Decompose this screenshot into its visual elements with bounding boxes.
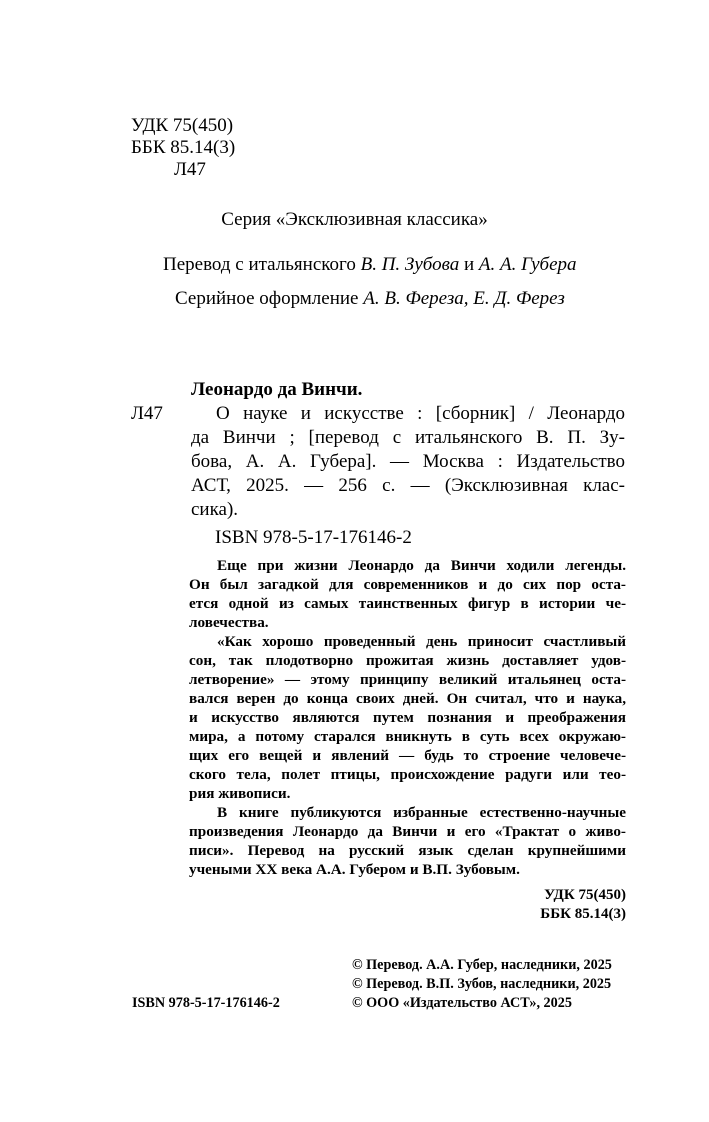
translator-1: В. П. Зубова — [360, 254, 460, 275]
annotation-line: и искусство являются путем познания и преображения — [189, 709, 626, 726]
annotation — [189, 556, 626, 879]
translation-prefix: Перевод с итальянского — [163, 254, 361, 275]
call-number: Л47 — [131, 403, 163, 424]
annotation-line: летворение» — этому принципу великий итальянец оста- — [189, 671, 626, 688]
udk-bbk-small — [540, 886, 626, 924]
annotation-line: произведения Леонардо да Винчи и его «Трактат о живо- — [189, 823, 626, 840]
udk-code: УДК 75(450) — [131, 115, 234, 136]
author-heading: Леонардо да Винчи. — [191, 379, 363, 400]
bbk-small: ББК 85.14(3) — [540, 906, 626, 922]
annotation-line: рия живописи. — [189, 785, 291, 802]
biblio-line: АСТ, 2025. — 256 с. — (Эксклюзивная клас- — [191, 475, 625, 496]
copyright-line: © ООО «Издательство АСТ», 2025 — [352, 995, 572, 1011]
annotation-line: Еще при жизни Леонардо да Винчи ходили легенды. — [217, 557, 626, 574]
annotation-line: «Как хорошо проведенный день приносит счастливый — [217, 633, 626, 650]
designers: А. В. Фереза, Е. Д. Ферез — [363, 288, 565, 309]
annotation-line: щих его вещей и явлений — будь то строение человече- — [189, 747, 626, 764]
udk-small: УДК 75(450) — [544, 887, 626, 903]
isbn-main: ISBN 978-5-17-176146-2 — [215, 527, 412, 548]
annotation-line: ется одной из самых таинственных фигур в истории че- — [189, 595, 626, 612]
copyright-line: © Перевод. В.П. Зубов, наследники, 2025 — [352, 976, 612, 992]
copyright-line: © Перевод. А.А. Губер, наследники, 2025 — [352, 957, 612, 973]
annotation-line: сон, так плодотворно прожитая жизнь доставляет удов- — [189, 652, 626, 669]
annotation-line: ловечества. — [189, 614, 269, 631]
translation-conj: и — [459, 254, 479, 275]
bibliographic-description — [191, 402, 625, 522]
design-credit — [175, 287, 565, 311]
annotation-line: Он был загадкой для современников и до сих пор оста- — [189, 576, 626, 593]
series-title: Серия «Эксклюзивная классика» — [221, 209, 488, 230]
classification-codes — [131, 115, 235, 181]
isbn-bottom: ISBN 978-5-17-176146-2 — [132, 995, 280, 1011]
copyright-block — [352, 956, 612, 1013]
biblio-line: О науке и искусстве : [сборник] / Леонардо — [216, 403, 625, 424]
annotation-line: мира, а потому старался вникнуть в суть всех окружаю- — [189, 728, 626, 745]
biblio-line: сика). — [191, 499, 239, 520]
bbk-code: ББК 85.14(3) — [131, 137, 236, 158]
biblio-line: бова, А. А. Губера]. — Москва : Издательство — [191, 451, 625, 472]
annotation-line: вался верен до конца своих дней. Он считал, что и наука, — [189, 690, 626, 707]
biblio-line: да Винчи ; [перевод с итальянского В. П. Зу- — [191, 427, 625, 448]
design-prefix: Серийное оформление — [175, 288, 364, 309]
annotation-line: ского тела, полет птицы, происхождение радуги или тео- — [189, 766, 626, 783]
translation-credit — [163, 253, 577, 277]
author-mark: Л47 — [174, 159, 206, 180]
translator-2: А. А. Губера — [478, 254, 577, 275]
annotation-line: учеными XX века А.А. Губером и В.П. Зубовым. — [189, 861, 520, 878]
annotation-line: писи». Перевод на русский язык сделан крупнейшими — [189, 842, 626, 859]
annotation-line: В книге публикуются избранные естественно-научные — [217, 804, 626, 821]
